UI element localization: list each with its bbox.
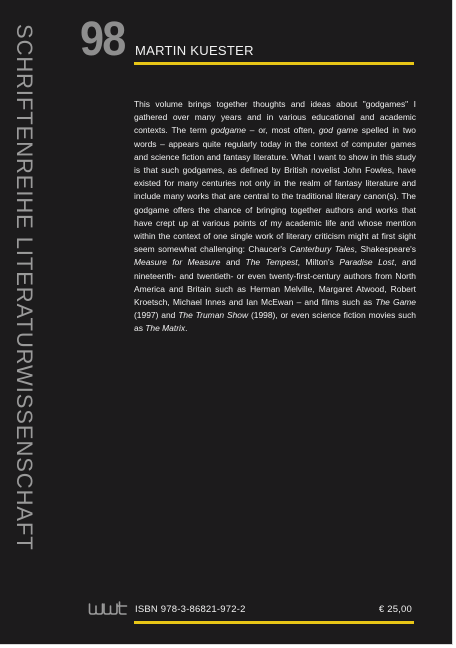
blurb-run: , Milton's <box>297 257 340 268</box>
blurb-run: and <box>220 257 246 268</box>
price-label: € 25,00 <box>378 604 412 615</box>
blurb-title-italic: Paradise Lost <box>339 257 395 268</box>
blurb-title-italic: god game <box>318 125 358 136</box>
blurb-run: This volume brings together thoughts and ideas about "godgames" I gathered over many years and in various educational and academic contexts. The term <box>134 99 416 136</box>
top-accent-rule <box>134 62 414 65</box>
blurb-text <box>134 98 416 336</box>
blurb-title-italic: Measure for Measure <box>134 257 221 268</box>
volume-number: 98 <box>80 13 125 66</box>
bottom-accent-rule <box>134 621 414 624</box>
blurb-title-italic: The Truman Show <box>178 310 249 321</box>
series-title: SCHRIFTENREIHE LITERATURWISSENSCHAFT <box>12 24 37 551</box>
blurb-run: spelled in two words – appears quite regularly today in the context of computer games and science fiction and fantasy literature. What I want to show in this study is that such godgames, as defined by British novelist John Fowles, have existed for many centuries not only in the realm of fantasy literature and include many works that are central to the traditional literary canon(s). The godgame offers the chance of bringing together authors and works that have crept up at various points of my academic life and whose mention within the context of one single work of literary criticism might at first sight seem somewhat challenging: Chaucer's <box>134 125 416 255</box>
blurb-title-italic: The Tempest <box>245 257 298 268</box>
blurb-title-italic: The Matrix <box>145 323 186 334</box>
blurb-run: (1997) and <box>134 310 179 321</box>
blurb-title-italic: The Game <box>375 297 416 308</box>
blurb-title-italic: godgame <box>210 125 246 136</box>
author-name: MARTIN KUESTER <box>135 43 254 58</box>
blurb-title-italic: Canterbury Tales <box>289 244 355 255</box>
publisher-logo-icon <box>88 600 128 616</box>
blurb-run: – or, most often, <box>245 125 319 136</box>
isbn-label: ISBN 978-3-86821-972-2 <box>135 604 246 615</box>
blurb-paragraph <box>134 98 416 336</box>
blurb-run: , Shakespeare's <box>354 244 416 255</box>
blurb-run: , and nineteenth- and twentieth- or even twenty-first-century authors from North America and Britain such as Herman Melville, Margaret Atwood, Robert Kroetsch, Michael Innes and Ian McEwan – and films such as <box>134 257 416 308</box>
blurb-run: . <box>185 323 188 334</box>
blurb-run: (1998), or even science fiction movies such as <box>134 310 417 334</box>
